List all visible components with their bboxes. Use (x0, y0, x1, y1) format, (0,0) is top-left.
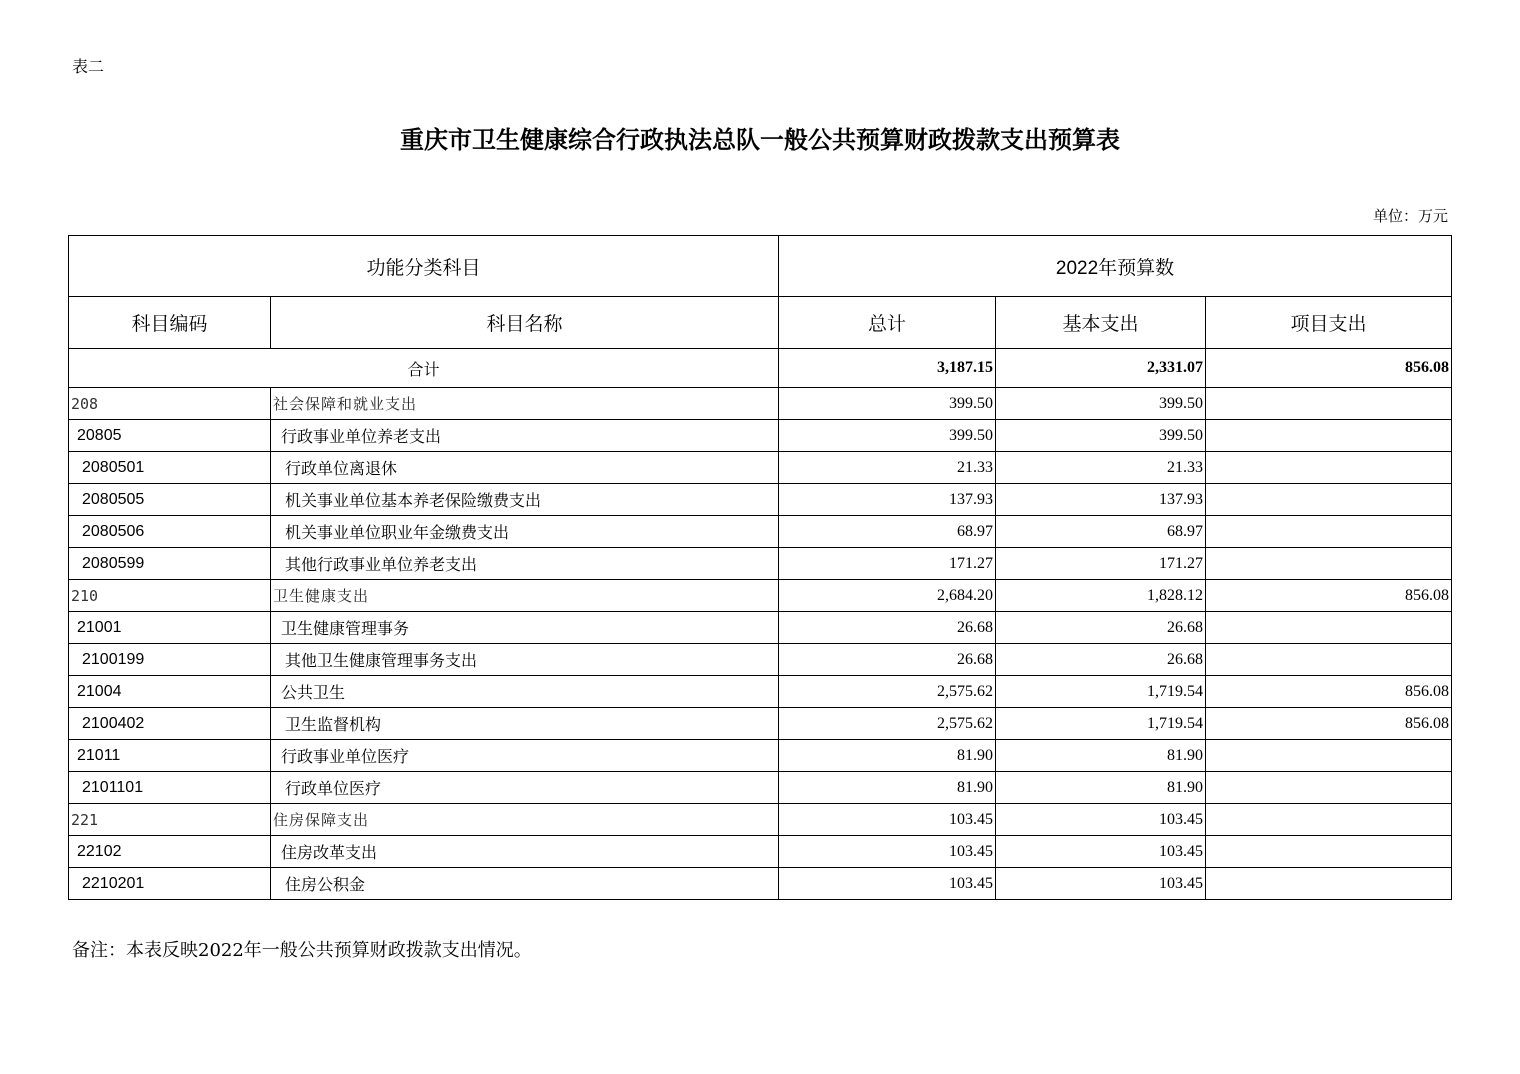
cell-basic: 81.90 (996, 740, 1206, 772)
header-code: 科目编码 (69, 297, 271, 349)
cell-basic: 26.68 (996, 644, 1206, 676)
cell-name: 行政事业单位医疗 (271, 740, 779, 772)
cell-basic: 399.50 (996, 388, 1206, 420)
cell-name: 公共卫生 (271, 676, 779, 708)
cell-total: 103.45 (779, 868, 996, 900)
total-label: 合计 (69, 349, 779, 388)
cell-basic: 103.45 (996, 868, 1206, 900)
cell-code: 2101101 (69, 772, 271, 804)
table-row (69, 836, 1452, 868)
cell-total: 2,684.20 (779, 580, 996, 612)
cell-basic: 103.45 (996, 836, 1206, 868)
cell-project (1206, 484, 1452, 516)
cell-total: 81.90 (779, 740, 996, 772)
header-budget-year: 2022年预算数 (779, 236, 1452, 297)
header-name: 科目名称 (271, 297, 779, 349)
footnote: 备注：本表反映2022年一般公共预算财政拨款支出情况。 (72, 940, 532, 961)
header-row-bottom (69, 297, 1452, 349)
cell-total: 26.68 (779, 612, 996, 644)
header-project: 项目支出 (1206, 297, 1452, 349)
cell-code: 2080506 (69, 516, 271, 548)
header-total: 总计 (779, 297, 996, 349)
cell-total: 399.50 (779, 388, 996, 420)
header-row-top (69, 236, 1452, 297)
cell-project (1206, 868, 1452, 900)
cell-code: 2080505 (69, 484, 271, 516)
cell-code: 2080599 (69, 548, 271, 580)
total-project: 856.08 (1206, 349, 1452, 388)
table-row (69, 484, 1452, 516)
cell-project (1206, 612, 1452, 644)
total-total: 3,187.15 (779, 349, 996, 388)
cell-project (1206, 516, 1452, 548)
page-title: 重庆市卫生健康综合行政执法总队一般公共预算财政拨款支出预算表 (400, 125, 1120, 154)
cell-code: 22102 (69, 836, 271, 868)
cell-project (1206, 548, 1452, 580)
cell-basic: 171.27 (996, 548, 1206, 580)
cell-project (1206, 804, 1452, 836)
cell-code: 221 (69, 804, 271, 836)
cell-name: 行政单位医疗 (271, 772, 779, 804)
cell-basic: 137.93 (996, 484, 1206, 516)
cell-name: 行政单位离退休 (271, 452, 779, 484)
cell-project (1206, 740, 1452, 772)
cell-basic: 1,828.12 (996, 580, 1206, 612)
table-row (69, 772, 1452, 804)
cell-code: 2080501 (69, 452, 271, 484)
cell-total: 2,575.62 (779, 708, 996, 740)
cell-name: 卫生健康支出 (271, 580, 779, 612)
table-row (69, 420, 1452, 452)
cell-basic: 399.50 (996, 420, 1206, 452)
cell-project (1206, 452, 1452, 484)
cell-project (1206, 388, 1452, 420)
cell-total: 103.45 (779, 804, 996, 836)
cell-project: 856.08 (1206, 676, 1452, 708)
cell-total: 103.45 (779, 836, 996, 868)
cell-code: 21004 (69, 676, 271, 708)
cell-code: 208 (69, 388, 271, 420)
cell-total: 26.68 (779, 644, 996, 676)
cell-project (1206, 644, 1452, 676)
cell-basic: 103.45 (996, 804, 1206, 836)
table-row (69, 612, 1452, 644)
cell-name: 其他行政事业单位养老支出 (271, 548, 779, 580)
table-row (69, 804, 1452, 836)
header-basic: 基本支出 (996, 297, 1206, 349)
cell-basic: 26.68 (996, 612, 1206, 644)
cell-name: 住房公积金 (271, 868, 779, 900)
table-row (69, 676, 1452, 708)
cell-basic: 81.90 (996, 772, 1206, 804)
cell-project (1206, 836, 1452, 868)
table-row (69, 516, 1452, 548)
cell-total: 21.33 (779, 452, 996, 484)
cell-basic: 1,719.54 (996, 676, 1206, 708)
cell-code: 2100402 (69, 708, 271, 740)
table-row (69, 644, 1452, 676)
cell-project: 856.08 (1206, 580, 1452, 612)
cell-code: 20805 (69, 420, 271, 452)
unit-label: 单位：万元 (1372, 207, 1448, 225)
header-func-class: 功能分类科目 (69, 236, 779, 297)
cell-code: 2210201 (69, 868, 271, 900)
cell-total: 137.93 (779, 484, 996, 516)
table-row (69, 548, 1452, 580)
cell-total: 399.50 (779, 420, 996, 452)
cell-total: 68.97 (779, 516, 996, 548)
cell-code: 21001 (69, 612, 271, 644)
cell-name: 行政事业单位养老支出 (271, 420, 779, 452)
table-row (69, 388, 1452, 420)
cell-code: 2100199 (69, 644, 271, 676)
cell-basic: 1,719.54 (996, 708, 1206, 740)
cell-total: 171.27 (779, 548, 996, 580)
table-row (69, 580, 1452, 612)
total-row (69, 349, 1452, 388)
cell-basic: 21.33 (996, 452, 1206, 484)
cell-name: 其他卫生健康管理事务支出 (271, 644, 779, 676)
cell-code: 21011 (69, 740, 271, 772)
cell-total: 2,575.62 (779, 676, 996, 708)
table-row (69, 868, 1452, 900)
cell-name: 卫生健康管理事务 (271, 612, 779, 644)
cell-total: 81.90 (779, 772, 996, 804)
cell-project: 856.08 (1206, 708, 1452, 740)
cell-project (1206, 420, 1452, 452)
cell-name: 机关事业单位基本养老保险缴费支出 (271, 484, 779, 516)
cell-name: 社会保障和就业支出 (271, 388, 779, 420)
table-row (69, 452, 1452, 484)
table-row (69, 740, 1452, 772)
table-tag: 表二 (72, 57, 105, 76)
cell-name: 机关事业单位职业年金缴费支出 (271, 516, 779, 548)
cell-code: 210 (69, 580, 271, 612)
cell-name: 住房保障支出 (271, 804, 779, 836)
cell-name: 卫生监督机构 (271, 708, 779, 740)
cell-name: 住房改革支出 (271, 836, 779, 868)
table-row (69, 708, 1452, 740)
cell-project (1206, 772, 1452, 804)
cell-basic: 68.97 (996, 516, 1206, 548)
budget-table (68, 235, 1452, 900)
total-basic: 2,331.07 (996, 349, 1206, 388)
